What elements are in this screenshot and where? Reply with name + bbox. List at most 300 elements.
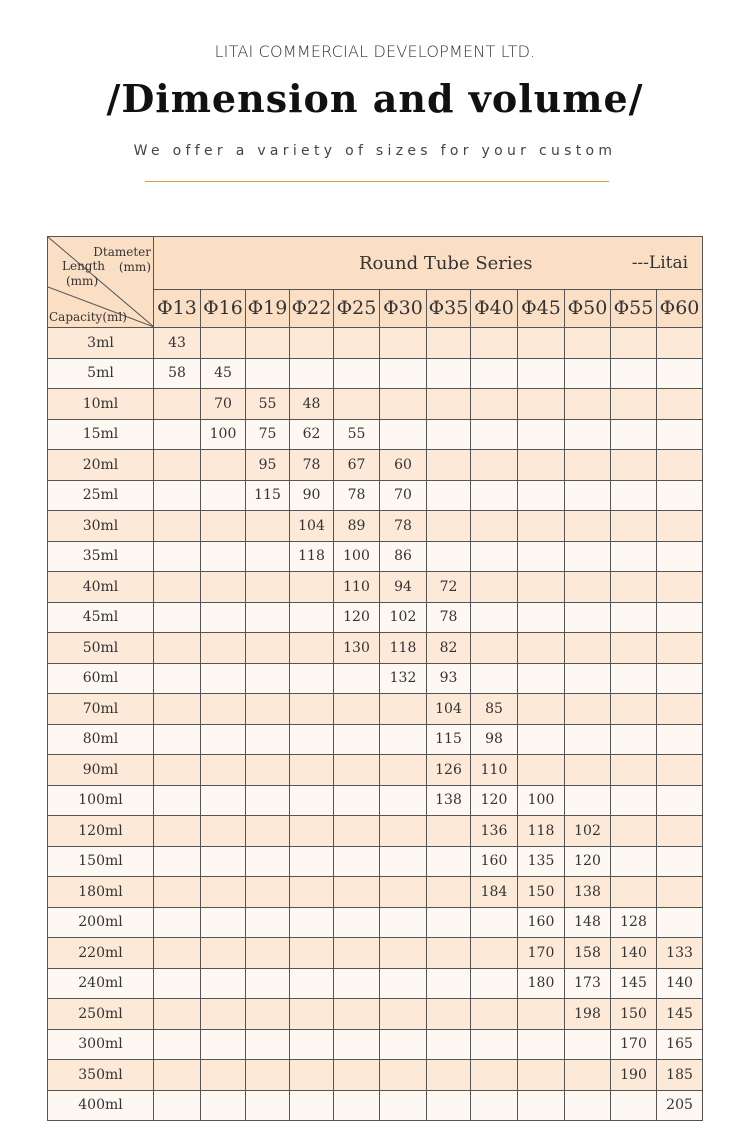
length-cell: 190 — [611, 1060, 657, 1091]
length-cell — [565, 389, 611, 420]
capacity-cell: 10ml — [48, 389, 154, 420]
length-cell: 110 — [471, 755, 518, 786]
length-cell — [611, 389, 657, 420]
length-cell: 60 — [380, 450, 427, 481]
length-cell — [380, 1029, 427, 1060]
length-cell: 43 — [154, 328, 201, 359]
length-cell — [154, 663, 201, 694]
length-cell — [334, 907, 380, 938]
length-cell — [380, 846, 427, 877]
length-cell — [246, 541, 290, 572]
length-cell — [290, 785, 334, 816]
diameter-header: Φ30 — [380, 289, 427, 327]
length-cell — [657, 572, 703, 603]
length-cell: 100 — [201, 419, 246, 450]
capacity-cell: 180ml — [48, 877, 154, 908]
length-cell — [201, 633, 246, 664]
length-cell: 118 — [518, 816, 565, 847]
length-cell — [201, 450, 246, 481]
table-row — [48, 907, 703, 938]
length-cell — [334, 785, 380, 816]
length-cell — [518, 1060, 565, 1091]
length-cell — [201, 328, 246, 359]
length-cell — [518, 999, 565, 1030]
length-cell — [471, 511, 518, 542]
diameter-header: Φ50 — [565, 289, 611, 327]
length-cell — [565, 541, 611, 572]
length-cell — [246, 938, 290, 969]
length-cell — [518, 1029, 565, 1060]
capacity-cell: 90ml — [48, 755, 154, 786]
length-cell — [246, 907, 290, 938]
diameter-header: Φ45 — [518, 289, 565, 327]
length-cell: 118 — [290, 541, 334, 572]
length-cell — [565, 480, 611, 511]
length-cell — [427, 480, 471, 511]
length-cell — [657, 450, 703, 481]
length-cell — [611, 846, 657, 877]
length-cell — [471, 419, 518, 450]
length-cell — [565, 450, 611, 481]
capacity-cell: 50ml — [48, 633, 154, 664]
length-cell — [518, 633, 565, 664]
length-cell — [518, 572, 565, 603]
length-cell — [290, 968, 334, 999]
length-cell — [334, 1029, 380, 1060]
length-cell — [471, 968, 518, 999]
length-cell — [380, 907, 427, 938]
capacity-cell: 40ml — [48, 572, 154, 603]
length-cell: 78 — [334, 480, 380, 511]
length-cell — [154, 785, 201, 816]
length-cell: 170 — [611, 1029, 657, 1060]
length-cell — [427, 511, 471, 542]
length-cell — [518, 694, 565, 725]
length-cell — [380, 328, 427, 359]
length-cell — [290, 938, 334, 969]
table-row — [48, 938, 703, 969]
length-cell — [611, 572, 657, 603]
length-cell: 128 — [611, 907, 657, 938]
table-row — [48, 1060, 703, 1091]
diameter-header: Φ22 — [290, 289, 334, 327]
length-cell: 135 — [518, 846, 565, 877]
length-cell — [246, 999, 290, 1030]
length-cell — [657, 541, 703, 572]
table-row — [48, 694, 703, 725]
diameter-header: Φ25 — [334, 289, 380, 327]
length-cell: 160 — [518, 907, 565, 938]
length-cell — [201, 694, 246, 725]
length-cell: 78 — [427, 602, 471, 633]
length-cell — [290, 633, 334, 664]
length-cell — [201, 907, 246, 938]
table-row — [48, 663, 703, 694]
capacity-cell: 200ml — [48, 907, 154, 938]
diameter-header: Φ60 — [657, 289, 703, 327]
length-cell — [471, 633, 518, 664]
length-cell — [380, 1060, 427, 1091]
length-cell: 185 — [657, 1060, 703, 1091]
length-cell — [201, 1060, 246, 1091]
length-cell: 45 — [201, 358, 246, 389]
length-cell — [518, 602, 565, 633]
length-cell: 89 — [334, 511, 380, 542]
length-cell — [518, 480, 565, 511]
table-row — [48, 785, 703, 816]
diameter-header: Φ55 — [611, 289, 657, 327]
length-cell — [334, 663, 380, 694]
length-cell — [154, 938, 201, 969]
length-cell: 133 — [657, 938, 703, 969]
length-cell — [290, 694, 334, 725]
length-cell — [380, 816, 427, 847]
length-cell: 102 — [380, 602, 427, 633]
diameter-header: Φ35 — [427, 289, 471, 327]
length-cell: 104 — [427, 694, 471, 725]
length-cell: 93 — [427, 663, 471, 694]
length-cell — [611, 328, 657, 359]
length-cell — [471, 480, 518, 511]
length-cell — [427, 389, 471, 420]
length-cell — [290, 999, 334, 1030]
length-cell — [427, 450, 471, 481]
length-cell — [334, 328, 380, 359]
diameter-header: Φ19 — [246, 289, 290, 327]
length-cell — [427, 999, 471, 1030]
length-cell — [380, 999, 427, 1030]
length-cell — [201, 785, 246, 816]
length-cell — [334, 389, 380, 420]
length-cell — [427, 816, 471, 847]
length-cell — [201, 877, 246, 908]
length-cell — [290, 1090, 334, 1121]
length-cell — [518, 358, 565, 389]
length-cell — [246, 1060, 290, 1091]
length-cell: 67 — [334, 450, 380, 481]
table-row — [48, 480, 703, 511]
length-cell — [154, 816, 201, 847]
length-cell — [380, 694, 427, 725]
table-row — [48, 999, 703, 1030]
table-row — [48, 968, 703, 999]
length-cell — [334, 358, 380, 389]
length-cell — [380, 755, 427, 786]
capacity-cell: 220ml — [48, 938, 154, 969]
length-cell — [201, 541, 246, 572]
length-cell: 180 — [518, 968, 565, 999]
length-cell — [201, 511, 246, 542]
length-cell — [565, 724, 611, 755]
length-cell: 94 — [380, 572, 427, 603]
length-cell — [565, 328, 611, 359]
length-cell: 55 — [246, 389, 290, 420]
length-cell — [565, 572, 611, 603]
length-cell — [565, 1060, 611, 1091]
capacity-cell: 25ml — [48, 480, 154, 511]
length-cell — [154, 907, 201, 938]
length-cell — [334, 846, 380, 877]
length-cell — [471, 999, 518, 1030]
length-cell: 90 — [290, 480, 334, 511]
length-cell: 148 — [565, 907, 611, 938]
length-cell — [246, 877, 290, 908]
length-cell: 75 — [246, 419, 290, 450]
dtameter-unit-label: (mm) — [118, 260, 151, 274]
capacity-cell: 15ml — [48, 419, 154, 450]
length-cell — [611, 541, 657, 572]
length-cell — [565, 602, 611, 633]
length-cell: 70 — [201, 389, 246, 420]
length-cell — [201, 724, 246, 755]
table-row — [48, 633, 703, 664]
length-cell — [154, 877, 201, 908]
dimension-table — [47, 236, 703, 1121]
length-cell — [154, 724, 201, 755]
length-cell — [290, 877, 334, 908]
length-cell — [334, 877, 380, 908]
length-cell — [290, 358, 334, 389]
capacity-cell: 30ml — [48, 511, 154, 542]
length-cell — [518, 755, 565, 786]
length-cell — [427, 328, 471, 359]
length-cell — [565, 1029, 611, 1060]
table-row — [48, 450, 703, 481]
length-cell — [154, 541, 201, 572]
length-cell — [334, 999, 380, 1030]
capacity-cell: 240ml — [48, 968, 154, 999]
length-cell: 115 — [427, 724, 471, 755]
length-cell: 62 — [290, 419, 334, 450]
length-cell — [611, 602, 657, 633]
length-cell: 130 — [334, 633, 380, 664]
length-cell — [290, 755, 334, 786]
length-cell — [290, 907, 334, 938]
length-cell — [154, 602, 201, 633]
capacity-cell: 300ml — [48, 1029, 154, 1060]
length-cell — [380, 1090, 427, 1121]
table-row — [48, 389, 703, 420]
length-cell — [201, 1029, 246, 1060]
table-row — [48, 358, 703, 389]
length-cell — [471, 663, 518, 694]
length-cell: 100 — [334, 541, 380, 572]
length-cell — [427, 968, 471, 999]
length-cell — [290, 1060, 334, 1091]
table-row — [48, 1090, 703, 1121]
length-cell — [334, 1060, 380, 1091]
length-cell: 72 — [427, 572, 471, 603]
capacity-cell: 3ml — [48, 328, 154, 359]
length-cell — [246, 602, 290, 633]
length-cell — [246, 663, 290, 694]
length-cell — [471, 541, 518, 572]
length-cell — [518, 663, 565, 694]
length-cell — [657, 389, 703, 420]
length-cell — [657, 907, 703, 938]
length-cell: 140 — [657, 968, 703, 999]
length-cell — [565, 511, 611, 542]
length-cell — [201, 663, 246, 694]
length-cell — [201, 602, 246, 633]
length-cell — [657, 602, 703, 633]
length-cell: 160 — [471, 846, 518, 877]
length-cell — [427, 541, 471, 572]
length-cell — [427, 358, 471, 389]
length-cell — [201, 999, 246, 1030]
length-cell — [427, 1090, 471, 1121]
length-cell — [471, 938, 518, 969]
diameter-header: Φ13 — [154, 289, 201, 327]
length-cell: 82 — [427, 633, 471, 664]
length-cell — [201, 480, 246, 511]
table-row — [48, 419, 703, 450]
length-cell — [154, 999, 201, 1030]
length-cell — [290, 1029, 334, 1060]
length-cell — [471, 1060, 518, 1091]
table-row — [48, 1029, 703, 1060]
length-cell — [246, 816, 290, 847]
table-row — [48, 511, 703, 542]
length-cell: 165 — [657, 1029, 703, 1060]
length-cell: 145 — [611, 968, 657, 999]
length-cell — [290, 724, 334, 755]
length-cell: 184 — [471, 877, 518, 908]
length-cell: 132 — [380, 663, 427, 694]
table-row — [48, 724, 703, 755]
length-cell — [611, 694, 657, 725]
length-cell: 173 — [565, 968, 611, 999]
length-cell — [290, 328, 334, 359]
length-cell — [246, 1090, 290, 1121]
length-cell — [201, 816, 246, 847]
length-cell: 198 — [565, 999, 611, 1030]
length-cell: 95 — [246, 450, 290, 481]
length-cell — [334, 724, 380, 755]
length-cell: 86 — [380, 541, 427, 572]
length-cell — [611, 785, 657, 816]
length-cell — [154, 1060, 201, 1091]
length-cell — [154, 480, 201, 511]
length-cell: 170 — [518, 938, 565, 969]
length-cell — [246, 358, 290, 389]
capacity-cell: 400ml — [48, 1090, 154, 1121]
length-cell — [154, 968, 201, 999]
length-cell — [154, 1090, 201, 1121]
length-cell — [201, 938, 246, 969]
length-cell — [334, 1090, 380, 1121]
capacity-cell: 60ml — [48, 663, 154, 694]
length-cell: 205 — [657, 1090, 703, 1121]
table-row — [48, 877, 703, 908]
length-cell: 55 — [334, 419, 380, 450]
length-cell — [154, 755, 201, 786]
length-cell — [657, 328, 703, 359]
capacity-cell: 80ml — [48, 724, 154, 755]
length-cell — [427, 419, 471, 450]
length-cell — [154, 1029, 201, 1060]
length-cell — [471, 1090, 518, 1121]
length-cell — [518, 511, 565, 542]
length-cell — [380, 724, 427, 755]
length-cell — [154, 694, 201, 725]
length-cell: 48 — [290, 389, 334, 420]
table-row — [48, 328, 703, 359]
length-cell — [611, 755, 657, 786]
length-cell — [471, 572, 518, 603]
capacity-cell: 70ml — [48, 694, 154, 725]
length-cell — [611, 358, 657, 389]
length-cell: 150 — [518, 877, 565, 908]
length-cell — [565, 358, 611, 389]
table-row — [48, 816, 703, 847]
length-cell: 102 — [565, 816, 611, 847]
length-cell — [611, 450, 657, 481]
capacity-label: Capacity(ml) — [49, 310, 127, 324]
length-cell — [611, 480, 657, 511]
length-cell — [657, 785, 703, 816]
length-cell — [518, 450, 565, 481]
length-cell — [334, 694, 380, 725]
length-cell — [427, 938, 471, 969]
length-cell: 104 — [290, 511, 334, 542]
length-cell — [427, 1060, 471, 1091]
length-cell — [657, 816, 703, 847]
length-cell — [380, 358, 427, 389]
length-cell — [246, 633, 290, 664]
length-cell — [154, 633, 201, 664]
length-cell — [154, 450, 201, 481]
length-cell: 58 — [154, 358, 201, 389]
length-cell — [201, 572, 246, 603]
length-cell — [246, 968, 290, 999]
length-cell — [154, 572, 201, 603]
title-divider — [145, 181, 609, 182]
length-cell — [246, 724, 290, 755]
length-cell — [334, 816, 380, 847]
length-cell — [611, 877, 657, 908]
length-cell — [657, 511, 703, 542]
capacity-cell: 350ml — [48, 1060, 154, 1091]
table-row — [48, 572, 703, 603]
length-cell — [565, 419, 611, 450]
length-cell — [246, 511, 290, 542]
company-name: LITAI COMMERCIAL DEVELOPMENT LTD. — [214, 42, 536, 61]
length-cell — [611, 724, 657, 755]
length-cell: 118 — [380, 633, 427, 664]
length-cell: 85 — [471, 694, 518, 725]
length-cell — [290, 816, 334, 847]
length-cell — [518, 1090, 565, 1121]
length-cell: 158 — [565, 938, 611, 969]
length-cell — [427, 846, 471, 877]
length-cell: 126 — [427, 755, 471, 786]
series-title: Round Tube Series — [359, 253, 533, 274]
length-cell: 78 — [290, 450, 334, 481]
length-cell — [611, 816, 657, 847]
length-cell — [471, 602, 518, 633]
length-cell — [427, 877, 471, 908]
length-cell — [611, 663, 657, 694]
length-cell: 138 — [427, 785, 471, 816]
length-cell — [657, 877, 703, 908]
length-cell: 120 — [334, 602, 380, 633]
capacity-cell: 250ml — [48, 999, 154, 1030]
dtameter-label: Dtameter — [93, 245, 151, 259]
capacity-cell: 5ml — [48, 358, 154, 389]
length-cell: 78 — [380, 511, 427, 542]
length-cell — [565, 694, 611, 725]
